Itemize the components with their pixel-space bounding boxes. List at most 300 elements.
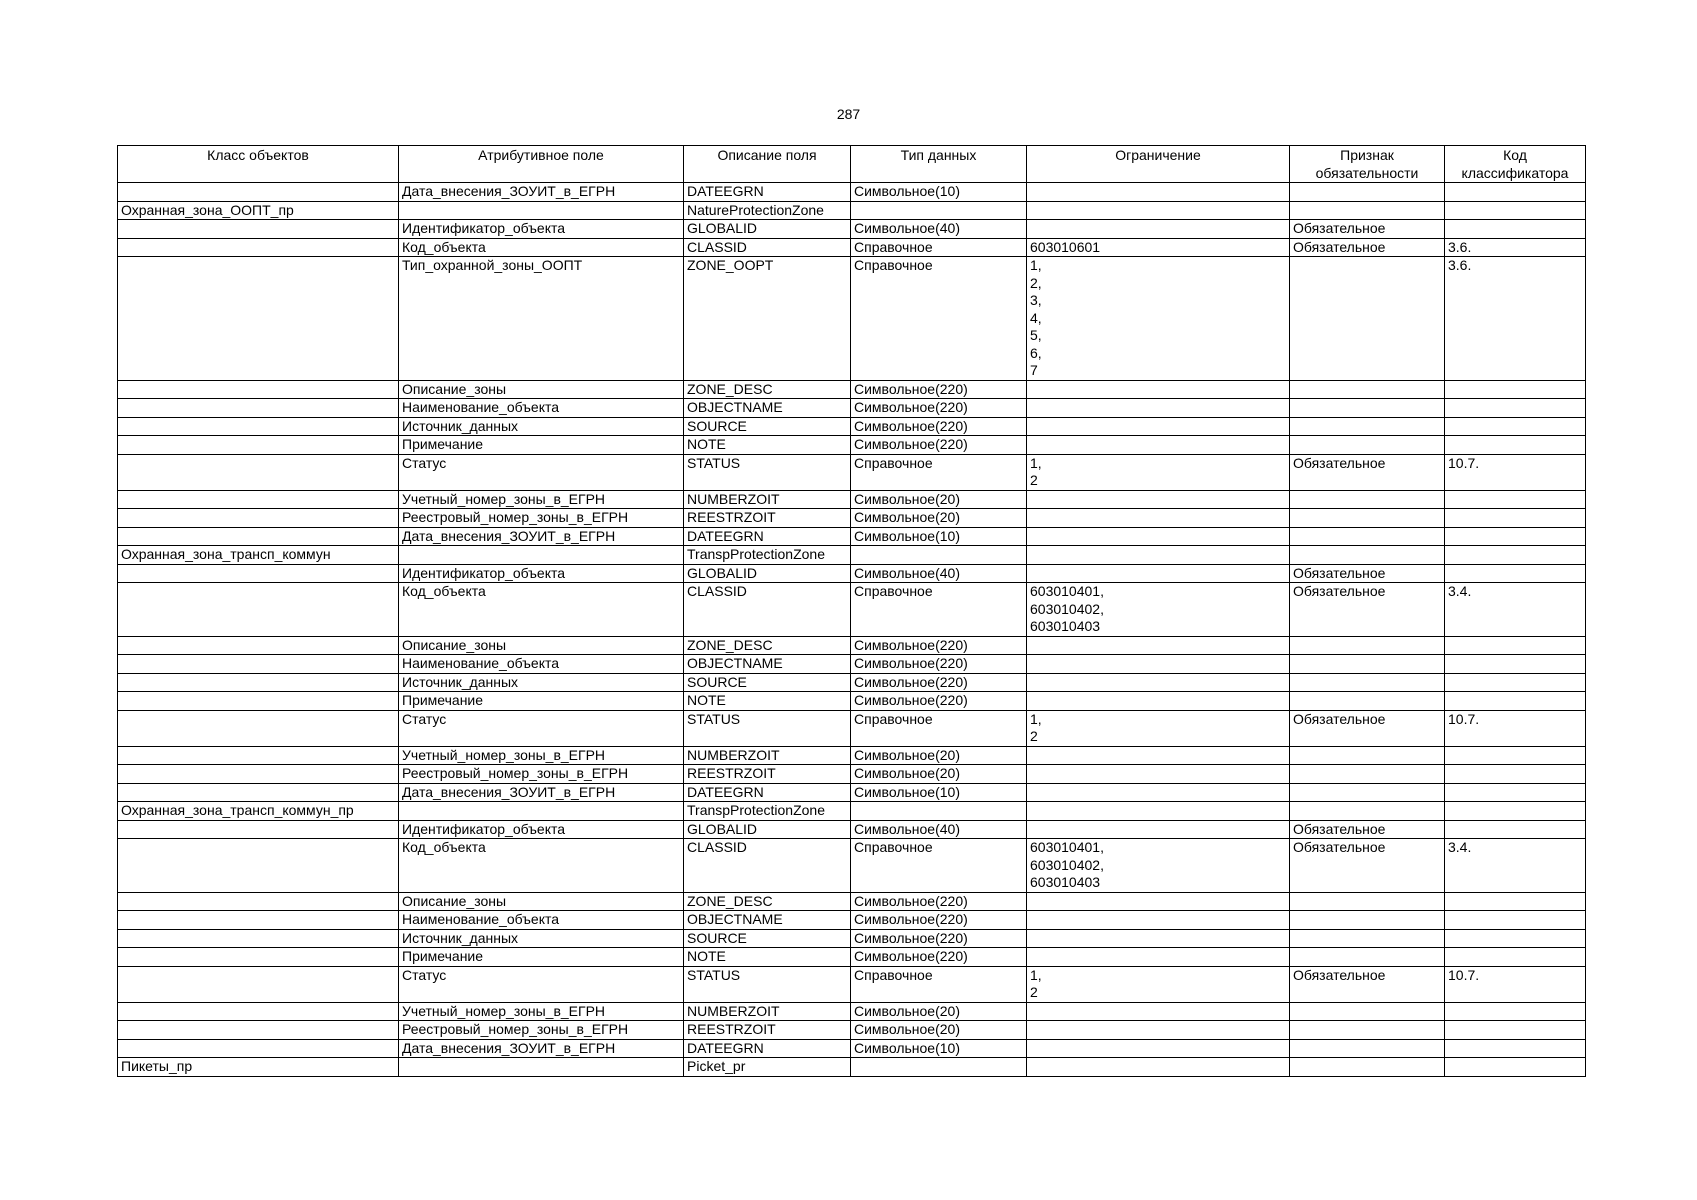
restriction-cell: [1027, 802, 1290, 821]
data-type-cell: Символьное(40): [851, 564, 1027, 583]
data-type-cell: Символьное(20): [851, 1002, 1027, 1021]
classifier-code-cell: 10.7.: [1445, 966, 1586, 1002]
table-row: [118, 454, 1586, 490]
attribute-field-cell: Статус: [399, 966, 684, 1002]
mandatory-flag-cell: [1290, 546, 1445, 565]
classifier-code-cell: [1445, 509, 1586, 528]
classifier-code-cell: 10.7.: [1445, 710, 1586, 746]
attribute-field-cell: Описание_зоны: [399, 636, 684, 655]
mandatory-flag-cell: [1290, 692, 1445, 711]
restriction-cell: [1027, 783, 1290, 802]
attribute-field-cell: Учетный_номер_зоны_в_ЕГРН: [399, 746, 684, 765]
object-class-cell: [118, 183, 399, 202]
classifier-code-cell: [1445, 490, 1586, 509]
classifier-code-cell: [1445, 746, 1586, 765]
field-description-cell: GLOBALID: [684, 220, 851, 239]
classifier-code-cell: 3.4.: [1445, 839, 1586, 893]
table-row: [118, 238, 1586, 257]
field-description-cell: OBJECTNAME: [684, 655, 851, 674]
restriction-cell: [1027, 692, 1290, 711]
table-row: [118, 1058, 1586, 1077]
field-description-cell: DATEEGRN: [684, 183, 851, 202]
table-row: [118, 436, 1586, 455]
table-row: [118, 1021, 1586, 1040]
restriction-cell: [1027, 1021, 1290, 1040]
mandatory-flag-cell: [1290, 527, 1445, 546]
attribute-field-cell: Реестровый_номер_зоны_в_ЕГРН: [399, 509, 684, 528]
field-description-cell: OBJECTNAME: [684, 911, 851, 930]
mandatory-flag-cell: [1290, 783, 1445, 802]
restriction-cell: [1027, 765, 1290, 784]
field-description-cell: STATUS: [684, 454, 851, 490]
data-type-cell: Символьное(220): [851, 948, 1027, 967]
restriction-cell: 1, 2, 3, 4, 5, 6, 7: [1027, 257, 1290, 381]
table-row: [118, 220, 1586, 239]
data-type-cell: Справочное: [851, 454, 1027, 490]
attribute-field-cell: Примечание: [399, 948, 684, 967]
classifier-code-cell: [1445, 1002, 1586, 1021]
field-description-cell: GLOBALID: [684, 820, 851, 839]
restriction-cell: [1027, 564, 1290, 583]
attribute-field-cell: Дата_внесения_ЗОУИТ_в_ЕГРН: [399, 183, 684, 202]
attribute-field-cell: Реестровый_номер_зоны_в_ЕГРН: [399, 765, 684, 784]
data-type-cell: Справочное: [851, 710, 1027, 746]
classifier-code-cell: [1445, 892, 1586, 911]
data-type-cell: Символьное(10): [851, 527, 1027, 546]
attribute-field-cell: Статус: [399, 710, 684, 746]
mandatory-flag-cell: [1290, 948, 1445, 967]
mandatory-flag-cell: [1290, 183, 1445, 202]
header-attribute-field: Атрибутивное поле: [399, 146, 684, 183]
attribute-field-cell: Дата_внесения_ЗОУИТ_в_ЕГРН: [399, 783, 684, 802]
attribute-field-cell: Описание_зоны: [399, 380, 684, 399]
mandatory-flag-cell: [1290, 201, 1445, 220]
data-type-cell: Справочное: [851, 238, 1027, 257]
object-class-cell: [118, 490, 399, 509]
data-type-cell: Символьное(20): [851, 765, 1027, 784]
object-class-cell: Охранная_зона_ООПТ_пр: [118, 201, 399, 220]
attribute-table: [117, 145, 1586, 1077]
field-description-cell: STATUS: [684, 966, 851, 1002]
field-description-cell: SOURCE: [684, 673, 851, 692]
field-description-cell: GLOBALID: [684, 564, 851, 583]
mandatory-flag-cell: Обязательное: [1290, 966, 1445, 1002]
data-type-cell: Символьное(20): [851, 509, 1027, 528]
object-class-cell: [118, 238, 399, 257]
data-type-cell: Символьное(220): [851, 417, 1027, 436]
classifier-code-cell: [1445, 564, 1586, 583]
table-row: [118, 201, 1586, 220]
attribute-field-cell: [399, 201, 684, 220]
object-class-cell: [118, 636, 399, 655]
table-row: [118, 948, 1586, 967]
classifier-code-cell: [1445, 692, 1586, 711]
field-description-cell: DATEEGRN: [684, 783, 851, 802]
data-type-cell: Символьное(220): [851, 892, 1027, 911]
field-description-cell: Picket_pr: [684, 1058, 851, 1077]
object-class-cell: [118, 948, 399, 967]
attribute-field-cell: Примечание: [399, 436, 684, 455]
mandatory-flag-cell: [1290, 673, 1445, 692]
table-body: [118, 183, 1586, 1077]
field-description-cell: ZONE_DESC: [684, 380, 851, 399]
attribute-field-cell: Код_объекта: [399, 238, 684, 257]
data-type-cell: Символьное(10): [851, 183, 1027, 202]
object-class-cell: [118, 509, 399, 528]
data-type-cell: Символьное(220): [851, 911, 1027, 930]
table-row: [118, 257, 1586, 381]
restriction-cell: [1027, 201, 1290, 220]
header-data-type: Тип данных: [851, 146, 1027, 183]
table-row: [118, 710, 1586, 746]
classifier-code-cell: [1445, 380, 1586, 399]
classifier-code-cell: [1445, 929, 1586, 948]
object-class-cell: [118, 1039, 399, 1058]
table-row: [118, 783, 1586, 802]
attribute-field-cell: Статус: [399, 454, 684, 490]
restriction-cell: 1, 2: [1027, 454, 1290, 490]
table-row: [118, 966, 1586, 1002]
header-object-class: Класс объектов: [118, 146, 399, 183]
field-description-cell: NatureProtectionZone: [684, 201, 851, 220]
mandatory-flag-cell: [1290, 257, 1445, 381]
object-class-cell: [118, 527, 399, 546]
table-row: [118, 1039, 1586, 1058]
classifier-code-cell: [1445, 417, 1586, 436]
table-row: [118, 583, 1586, 637]
attribute-field-cell: Источник_данных: [399, 673, 684, 692]
data-type-cell: Символьное(20): [851, 1021, 1027, 1040]
header-field-description: Описание поля: [684, 146, 851, 183]
classifier-code-cell: [1445, 802, 1586, 821]
mandatory-flag-cell: [1290, 490, 1445, 509]
mandatory-flag-cell: [1290, 1039, 1445, 1058]
mandatory-flag-cell: [1290, 929, 1445, 948]
attribute-field-cell: Идентификатор_объекта: [399, 820, 684, 839]
header-classifier-code: Код классификатора: [1445, 146, 1586, 183]
object-class-cell: [118, 710, 399, 746]
table-row: [118, 820, 1586, 839]
restriction-cell: [1027, 509, 1290, 528]
object-class-cell: [118, 380, 399, 399]
object-class-cell: [118, 839, 399, 893]
object-class-cell: [118, 929, 399, 948]
table-row: [118, 380, 1586, 399]
header-row: [118, 146, 1586, 183]
object-class-cell: [118, 892, 399, 911]
data-type-cell: Символьное(40): [851, 820, 1027, 839]
mandatory-flag-cell: Обязательное: [1290, 238, 1445, 257]
classifier-code-cell: 10.7.: [1445, 454, 1586, 490]
attribute-field-cell: Реестровый_номер_зоны_в_ЕГРН: [399, 1021, 684, 1040]
table-row: [118, 839, 1586, 893]
field-description-cell: ZONE_DESC: [684, 892, 851, 911]
data-type-cell: Символьное(220): [851, 655, 1027, 674]
object-class-cell: Охранная_зона_трансп_коммун: [118, 546, 399, 565]
attribute-field-cell: Источник_данных: [399, 417, 684, 436]
table-row: [118, 490, 1586, 509]
table-row: [118, 673, 1586, 692]
table-row: [118, 911, 1586, 930]
field-description-cell: CLASSID: [684, 238, 851, 257]
header-mandatory-flag: Признак обязательности: [1290, 146, 1445, 183]
restriction-cell: [1027, 929, 1290, 948]
restriction-cell: [1027, 746, 1290, 765]
attribute-field-cell: [399, 546, 684, 565]
table-row: [118, 527, 1586, 546]
object-class-cell: [118, 220, 399, 239]
restriction-cell: [1027, 380, 1290, 399]
attribute-field-cell: Наименование_объекта: [399, 655, 684, 674]
field-description-cell: OBJECTNAME: [684, 399, 851, 418]
data-type-cell: Символьное(220): [851, 692, 1027, 711]
data-type-cell: Символьное(220): [851, 929, 1027, 948]
object-class-cell: [118, 765, 399, 784]
mandatory-flag-cell: [1290, 417, 1445, 436]
mandatory-flag-cell: [1290, 436, 1445, 455]
object-class-cell: [118, 436, 399, 455]
classifier-code-cell: [1445, 183, 1586, 202]
classifier-code-cell: [1445, 1039, 1586, 1058]
object-class-cell: [118, 399, 399, 418]
restriction-cell: [1027, 892, 1290, 911]
mandatory-flag-cell: Обязательное: [1290, 564, 1445, 583]
field-description-cell: TranspProtectionZone: [684, 546, 851, 565]
field-description-cell: NOTE: [684, 436, 851, 455]
mandatory-flag-cell: [1290, 509, 1445, 528]
classifier-code-cell: [1445, 911, 1586, 930]
data-type-cell: Символьное(20): [851, 490, 1027, 509]
data-type-cell: Символьное(20): [851, 746, 1027, 765]
data-type-cell: [851, 201, 1027, 220]
classifier-code-cell: [1445, 1021, 1586, 1040]
object-class-cell: [118, 783, 399, 802]
mandatory-flag-cell: Обязательное: [1290, 839, 1445, 893]
restriction-cell: [1027, 636, 1290, 655]
restriction-cell: [1027, 948, 1290, 967]
field-description-cell: DATEEGRN: [684, 1039, 851, 1058]
field-description-cell: NOTE: [684, 692, 851, 711]
object-class-cell: [118, 454, 399, 490]
field-description-cell: DATEEGRN: [684, 527, 851, 546]
restriction-cell: [1027, 220, 1290, 239]
restriction-cell: 603010401, 603010402, 603010403: [1027, 583, 1290, 637]
classifier-code-cell: [1445, 546, 1586, 565]
object-class-cell: [118, 583, 399, 637]
data-type-cell: Символьное(220): [851, 636, 1027, 655]
table-row: [118, 892, 1586, 911]
object-class-cell: [118, 692, 399, 711]
classifier-code-cell: [1445, 673, 1586, 692]
object-class-cell: [118, 820, 399, 839]
object-class-cell: Пикеты_пр: [118, 1058, 399, 1077]
field-description-cell: SOURCE: [684, 929, 851, 948]
data-type-cell: [851, 1058, 1027, 1077]
restriction-cell: [1027, 820, 1290, 839]
mandatory-flag-cell: [1290, 911, 1445, 930]
mandatory-flag-cell: [1290, 1058, 1445, 1077]
attribute-field-cell: Код_объекта: [399, 583, 684, 637]
field-description-cell: REESTRZOIT: [684, 509, 851, 528]
restriction-cell: [1027, 527, 1290, 546]
classifier-code-cell: [1445, 1058, 1586, 1077]
table-row: [118, 655, 1586, 674]
mandatory-flag-cell: [1290, 655, 1445, 674]
mandatory-flag-cell: [1290, 636, 1445, 655]
object-class-cell: [118, 746, 399, 765]
data-type-cell: [851, 802, 1027, 821]
field-description-cell: SOURCE: [684, 417, 851, 436]
restriction-cell: [1027, 1002, 1290, 1021]
classifier-code-cell: [1445, 399, 1586, 418]
restriction-cell: [1027, 399, 1290, 418]
attribute-field-cell: Идентификатор_объекта: [399, 564, 684, 583]
attribute-field-cell: Описание_зоны: [399, 892, 684, 911]
table-row: [118, 509, 1586, 528]
field-description-cell: NUMBERZOIT: [684, 490, 851, 509]
classifier-code-cell: [1445, 820, 1586, 839]
classifier-code-cell: [1445, 527, 1586, 546]
classifier-code-cell: 3.6.: [1445, 238, 1586, 257]
classifier-code-cell: [1445, 436, 1586, 455]
data-type-cell: Символьное(10): [851, 783, 1027, 802]
classifier-code-cell: 3.4.: [1445, 583, 1586, 637]
restriction-cell: [1027, 655, 1290, 674]
mandatory-flag-cell: [1290, 1002, 1445, 1021]
attribute-field-cell: Источник_данных: [399, 929, 684, 948]
classifier-code-cell: [1445, 948, 1586, 967]
restriction-cell: 603010601: [1027, 238, 1290, 257]
mandatory-flag-cell: [1290, 802, 1445, 821]
table-row: [118, 636, 1586, 655]
field-description-cell: REESTRZOIT: [684, 765, 851, 784]
field-description-cell: STATUS: [684, 710, 851, 746]
data-type-cell: Символьное(220): [851, 399, 1027, 418]
field-description-cell: TranspProtectionZone: [684, 802, 851, 821]
table-row: [118, 399, 1586, 418]
restriction-cell: [1027, 436, 1290, 455]
restriction-cell: [1027, 417, 1290, 436]
restriction-cell: [1027, 490, 1290, 509]
object-class-cell: [118, 1021, 399, 1040]
restriction-cell: [1027, 911, 1290, 930]
classifier-code-cell: [1445, 201, 1586, 220]
attribute-field-cell: Тип_охранной_зоны_ООПТ: [399, 257, 684, 381]
table-row: [118, 564, 1586, 583]
restriction-cell: [1027, 183, 1290, 202]
table-row: [118, 802, 1586, 821]
attribute-field-cell: Код_объекта: [399, 839, 684, 893]
attribute-field-cell: Примечание: [399, 692, 684, 711]
classifier-code-cell: [1445, 220, 1586, 239]
restriction-cell: [1027, 1039, 1290, 1058]
table-row: [118, 546, 1586, 565]
field-description-cell: ZONE_OOPT: [684, 257, 851, 381]
mandatory-flag-cell: Обязательное: [1290, 220, 1445, 239]
mandatory-flag-cell: Обязательное: [1290, 454, 1445, 490]
field-description-cell: ZONE_DESC: [684, 636, 851, 655]
mandatory-flag-cell: [1290, 380, 1445, 399]
data-type-cell: Символьное(220): [851, 436, 1027, 455]
data-type-cell: Справочное: [851, 966, 1027, 1002]
object-class-cell: [118, 911, 399, 930]
attribute-field-cell: [399, 802, 684, 821]
data-type-cell: Символьное(220): [851, 380, 1027, 399]
attribute-field-cell: [399, 1058, 684, 1077]
field-description-cell: CLASSID: [684, 583, 851, 637]
classifier-code-cell: [1445, 655, 1586, 674]
object-class-cell: [118, 257, 399, 381]
table-row: [118, 765, 1586, 784]
table-row: [118, 417, 1586, 436]
data-type-cell: Символьное(40): [851, 220, 1027, 239]
data-type-cell: Справочное: [851, 839, 1027, 893]
mandatory-flag-cell: [1290, 765, 1445, 784]
mandatory-flag-cell: Обязательное: [1290, 583, 1445, 637]
field-description-cell: NOTE: [684, 948, 851, 967]
restriction-cell: 1, 2: [1027, 966, 1290, 1002]
object-class-cell: [118, 564, 399, 583]
data-type-cell: Справочное: [851, 257, 1027, 381]
classifier-code-cell: [1445, 636, 1586, 655]
object-class-cell: Охранная_зона_трансп_коммун_пр: [118, 802, 399, 821]
object-class-cell: [118, 655, 399, 674]
attribute-field-cell: Идентификатор_объекта: [399, 220, 684, 239]
table-row: [118, 929, 1586, 948]
page-number: 287: [836, 106, 861, 122]
data-type-cell: [851, 546, 1027, 565]
field-description-cell: NUMBERZOIT: [684, 746, 851, 765]
mandatory-flag-cell: [1290, 746, 1445, 765]
object-class-cell: [118, 966, 399, 1002]
data-type-cell: Справочное: [851, 583, 1027, 637]
classifier-code-cell: [1445, 783, 1586, 802]
classifier-code-cell: [1445, 765, 1586, 784]
attribute-field-cell: Дата_внесения_ЗОУИТ_в_ЕГРН: [399, 1039, 684, 1058]
mandatory-flag-cell: [1290, 892, 1445, 911]
table-header: [118, 146, 1586, 183]
mandatory-flag-cell: [1290, 1021, 1445, 1040]
restriction-cell: 603010401, 603010402, 603010403: [1027, 839, 1290, 893]
attribute-field-cell: Дата_внесения_ЗОУИТ_в_ЕГРН: [399, 527, 684, 546]
restriction-cell: [1027, 546, 1290, 565]
mandatory-flag-cell: [1290, 399, 1445, 418]
restriction-cell: 1, 2: [1027, 710, 1290, 746]
data-type-cell: Символьное(10): [851, 1039, 1027, 1058]
field-description-cell: REESTRZOIT: [684, 1021, 851, 1040]
mandatory-flag-cell: Обязательное: [1290, 820, 1445, 839]
mandatory-flag-cell: Обязательное: [1290, 710, 1445, 746]
table-row: [118, 692, 1586, 711]
object-class-cell: [118, 417, 399, 436]
object-class-cell: [118, 673, 399, 692]
classifier-code-cell: 3.6.: [1445, 257, 1586, 381]
data-type-cell: Символьное(220): [851, 673, 1027, 692]
field-description-cell: NUMBERZOIT: [684, 1002, 851, 1021]
table-row: [118, 746, 1586, 765]
attribute-field-cell: Учетный_номер_зоны_в_ЕГРН: [399, 490, 684, 509]
attribute-field-cell: Наименование_объекта: [399, 911, 684, 930]
object-class-cell: [118, 1002, 399, 1021]
restriction-cell: [1027, 673, 1290, 692]
table-row: [118, 183, 1586, 202]
attribute-field-cell: Наименование_объекта: [399, 399, 684, 418]
header-restriction: Ограничение: [1027, 146, 1290, 183]
field-description-cell: CLASSID: [684, 839, 851, 893]
table-row: [118, 1002, 1586, 1021]
restriction-cell: [1027, 1058, 1290, 1077]
attribute-field-cell: Учетный_номер_зоны_в_ЕГРН: [399, 1002, 684, 1021]
